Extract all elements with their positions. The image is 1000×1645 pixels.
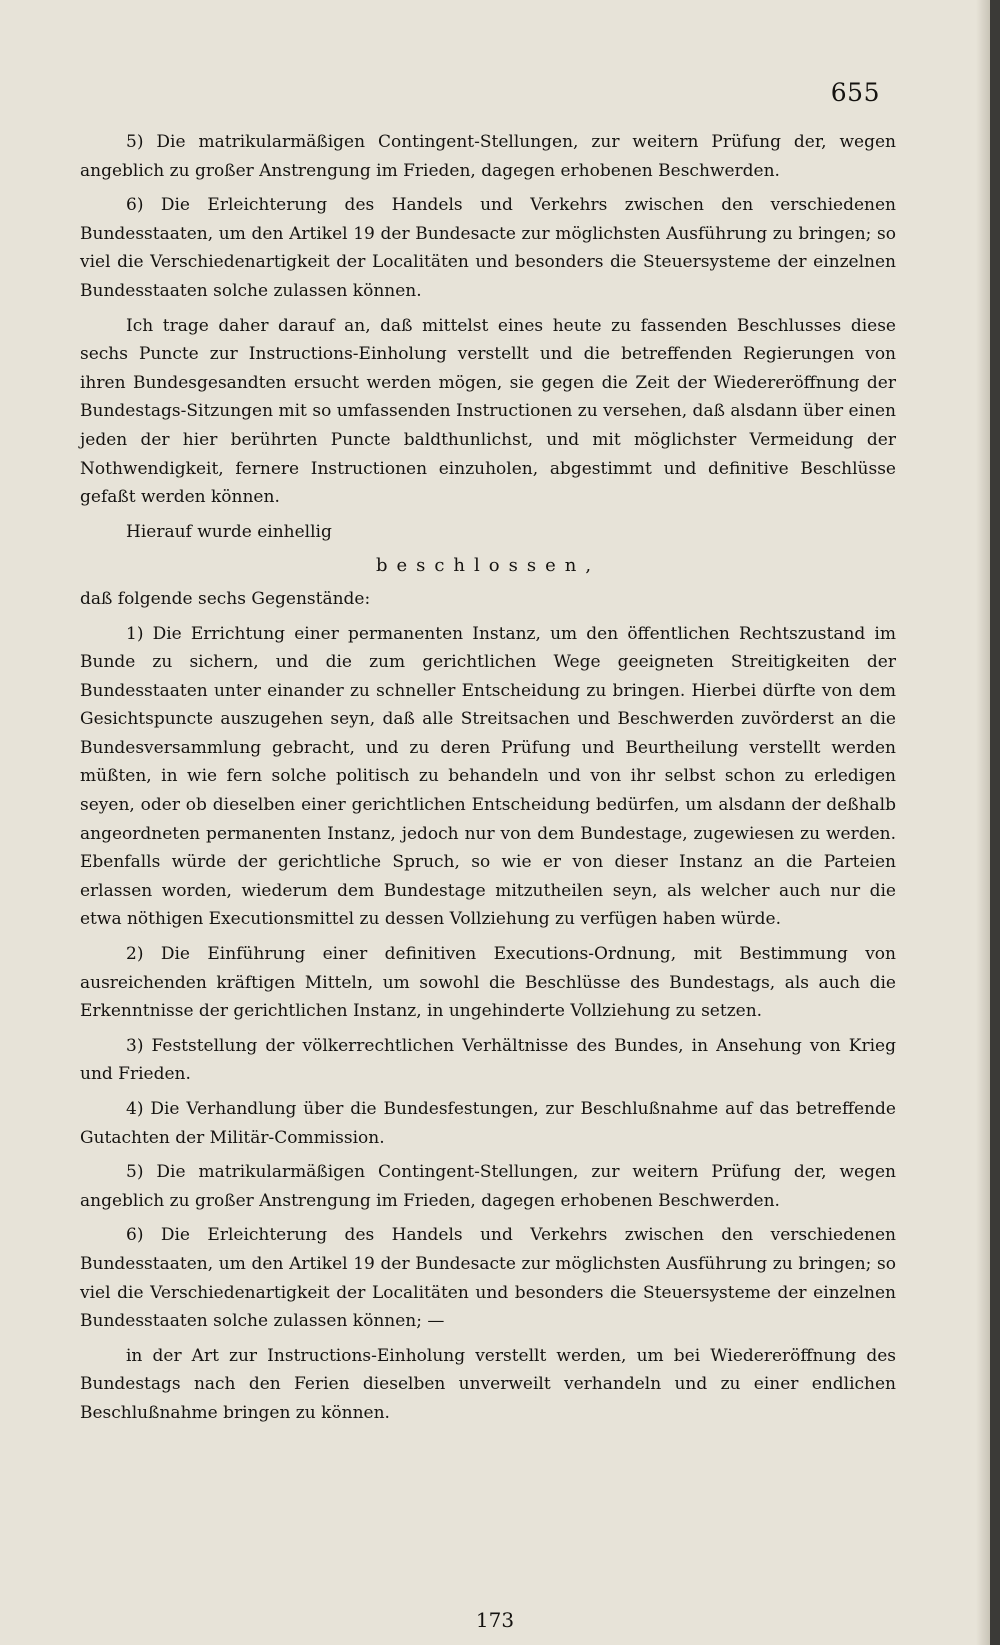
paragraph-item-3: 3) Feststellung der völkerrechtlichen Verhältnisse des Bundes, in Ansehung von Krieg und Frieden.	[80, 1035, 896, 1085]
page-number: 655	[830, 78, 880, 107]
paragraph-item-5-continued: 5) Die matrikularmäßigen Contingent-Stellungen, zur weitern Prüfung der, wegen angeblich zu großer Anstrengung im Frieden, dagegen erhobenen Beschwerden.	[80, 132, 896, 181]
paragraph-item-4: 4) Die Verhandlung über die Bundesfestungen, zur Beschlußnahme auf das betreffende Gutachten der Militär-Commission.	[80, 1099, 896, 1148]
body-text	[80, 128, 896, 1434]
paragraph-item-6: 6) Die Erleichterung des Handels und Verkehrs zwischen den verschiedenen Bundesstaaten, um den Artikel 19 der Bundesacte zur möglichsten Ausführung zu bringen; so viel die Verschiedenartigkeit der Localitäten und besonders die Steuersysteme der einzelnen Bundesstaaten solche zulassen können; —	[80, 1225, 896, 1332]
paragraph-item-6-continued: 6) Die Erleichterung des Handels und Verkehrs zwischen den verschiedenen Bundesstaaten, um den Artikel 19 der Bundesacte zur möglichsten Ausführung zu bringen; so viel die Verschiedenartigkeit der Localitäten und besonders die Steuersysteme der einzelnen Bundesstaaten solche zulassen können.	[80, 195, 896, 301]
paragraph-item-2: 2) Die Einführung einer definitiven Executions-Ordnung, mit Bestimmung von ausreichenden kräftigen Mitteln, um sowohl die Beschlüsse des Bundestags, als auch die Erkenntnisse der gerichtlichen Instanz, in ungehinderte Vollziehung zu setzen.	[80, 944, 896, 1022]
paragraph-subjects-intro: daß folgende sechs Gegenstände:	[80, 588, 371, 609]
paragraph-motion: Ich trage daher darauf an, daß mittelst eines heute zu fassenden Beschlusses diese sechs Puncte zur Instructions-Einholung verstellt und die betreffenden Regierungen von ihren Bundesgesandten ersucht werden mögen, sie gegen die Zeit der Wiedereröffnung der Bundestags-Sitzungen mit so umfassenden Instructionen zu versehen, daß alsdann über einen jeden der hier berührten Puncte baldthunlichst, und mit möglichster Vermeidung der Nothwendigkeit, fernere Instructionen einzuholen, abgestimmt und definitive Beschlüsse gefaßt werden können.	[80, 315, 896, 508]
resolution-keyword: beschlossen,	[375, 555, 601, 577]
printer-signature: 173	[475, 1608, 515, 1632]
paragraph-resolution-intro: Hierauf wurde einhellig	[126, 521, 332, 542]
paragraph-item-5: 5) Die matrikularmäßigen Contingent-Stellungen, zur weitern Prüfung der, wegen angeblich zu großer Anstrengung im Frieden, dagegen erhobenen Beschwerden.	[80, 1162, 896, 1211]
paragraph-item-1: 1) Die Errichtung einer permanenten Instanz, um den öffentlichen Rechtszustand im Bunde zu sichern, und die zum gerichtlichen Wege geeigneten Streitigkeiten der Bundesstaaten unter einander zu schneller Entscheidung zu bringen. Hierbei dürfte von dem Gesichtspuncte auszugehen seyn, daß alle Streitsachen und Beschwerden zuvörderst an die Bundesversammlung gebracht, und zu deren Prüfung und Beurtheilung verstellt werden müßten, in wie fern solche politisch zu behandeln und von ihr selbst schon zu erledigen seyen, oder ob dieselben einer gerichtlichen Entscheidung bedürfen, um alsdann der deßhalb angeordneten permanenten Instanz, jedoch nur von dem Bundestage, zugewiesen zu werden. Ebenfalls würde der gerichtliche Spruch, so wie er von dieser Instanz an die Parteien erlassen worden, wiederum dem Bundestage mitzutheilen seyn, als welcher auch nur die etwa nöthigen Executionsmittel zu dessen Vollziehung zu verfügen haben würde.	[80, 623, 896, 930]
paragraph-conclusion: in der Art zur Instructions-Einholung verstellt werden, um bei Wiedereröffnung des Bundestags nach den Ferien dieselben unverweilt verhandeln und zu einer endlichen Beschlußnahme bringen zu können.	[80, 1345, 896, 1423]
